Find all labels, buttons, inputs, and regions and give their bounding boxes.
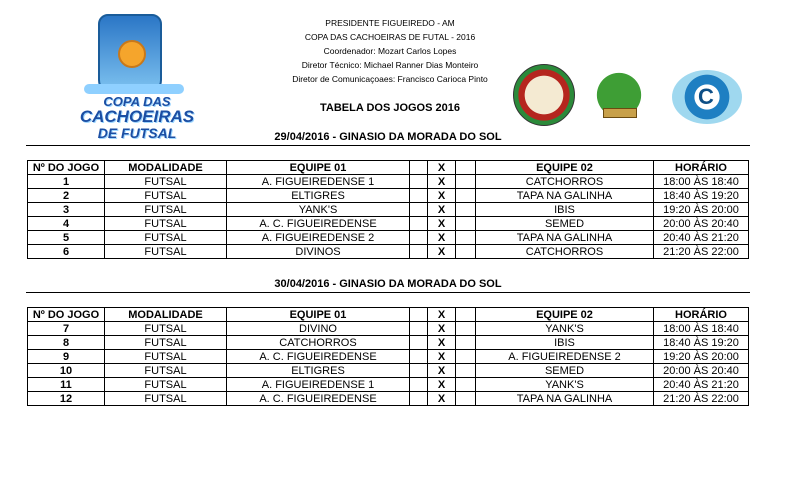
cell-game-number: 9 xyxy=(28,350,105,364)
column-header-team1: EQUIPE 01 xyxy=(227,308,410,322)
cell-time: 19:20 ÀS 20:00 xyxy=(654,203,749,217)
cell-game-number: 8 xyxy=(28,336,105,350)
cell-versus: X xyxy=(428,189,456,203)
cell-team2: TAPA NA GALINHA xyxy=(476,392,654,406)
cell-versus: X xyxy=(428,175,456,189)
cell-spacer-left xyxy=(410,336,428,350)
cell-team1: A. FIGUEIREDENSE 1 xyxy=(227,378,410,392)
cell-time: 20:40 ÀS 21:20 xyxy=(654,231,749,245)
cell-versus: X xyxy=(428,231,456,245)
cell-versus: X xyxy=(428,203,456,217)
column-header-modality: MODALIDADE xyxy=(105,308,227,322)
cell-time: 18:40 ÀS 19:20 xyxy=(654,336,749,350)
cell-spacer-left xyxy=(410,203,428,217)
table-row xyxy=(28,322,749,336)
cell-team2: TAPA NA GALINHA xyxy=(476,189,654,203)
day2-schedule-table xyxy=(27,307,749,406)
cell-team1: ELTIGRES xyxy=(227,364,410,378)
cell-team1: DIVINOS xyxy=(227,245,410,259)
table-row xyxy=(28,245,749,259)
cell-spacer-right xyxy=(456,350,476,364)
cell-team1: A. FIGUEIREDENSE 1 xyxy=(227,175,410,189)
cell-time: 21:20 ÀS 22:00 xyxy=(654,245,749,259)
cell-team1: ELTIGRES xyxy=(227,189,410,203)
column-header-modality: MODALIDADE xyxy=(105,161,227,175)
cell-team1: A. C. FIGUEIREDENSE xyxy=(227,392,410,406)
cell-game-number: 3 xyxy=(28,203,105,217)
table-row xyxy=(28,364,749,378)
document-header xyxy=(250,16,530,86)
logo-text-1: COPA DAS xyxy=(103,94,171,109)
cell-modality: FUTSAL xyxy=(105,350,227,364)
cell-versus: X xyxy=(428,378,456,392)
cell-game-number: 7 xyxy=(28,322,105,336)
column-header-spacer-right xyxy=(456,161,476,175)
cell-spacer-left xyxy=(410,189,428,203)
day1-schedule-table xyxy=(27,160,749,259)
sponsor-logo-3 xyxy=(672,70,742,124)
cell-time: 20:40 ÀS 21:20 xyxy=(654,378,749,392)
cell-game-number: 11 xyxy=(28,378,105,392)
cell-spacer-right xyxy=(456,217,476,231)
table-row xyxy=(28,350,749,364)
cell-spacer-right xyxy=(456,322,476,336)
logo-text-3: DE FUTSAL xyxy=(97,125,177,141)
cell-team2: YANK'S xyxy=(476,378,654,392)
cell-versus: X xyxy=(428,364,456,378)
sponsor-logo-2 xyxy=(588,64,650,126)
column-header-team2: EQUIPE 02 xyxy=(476,308,654,322)
cell-spacer-right xyxy=(456,378,476,392)
cell-team2: SEMED xyxy=(476,217,654,231)
cell-spacer-left xyxy=(410,322,428,336)
cell-game-number: 5 xyxy=(28,231,105,245)
cell-time: 21:20 ÀS 22:00 xyxy=(654,392,749,406)
cell-time: 20:00 ÀS 20:40 xyxy=(654,217,749,231)
cell-game-number: 4 xyxy=(28,217,105,231)
cell-spacer-left xyxy=(410,245,428,259)
cell-spacer-left xyxy=(410,231,428,245)
table-row xyxy=(28,231,749,245)
cell-spacer-right xyxy=(456,175,476,189)
cell-versus: X xyxy=(428,245,456,259)
day2-title: 30/04/2016 - GINASIO DA MORADA DO SOL xyxy=(26,278,750,293)
copa-cachoeiras-logo xyxy=(78,12,196,141)
cell-spacer-right xyxy=(456,189,476,203)
header-line-communications-director: Diretor de Comunicaçoaes: Francisco Carioca Pinto xyxy=(292,74,488,84)
cell-versus: X xyxy=(428,336,456,350)
sponsor-logo-1 xyxy=(513,64,575,126)
cell-modality: FUTSAL xyxy=(105,175,227,189)
table-row xyxy=(28,217,749,231)
cell-modality: FUTSAL xyxy=(105,217,227,231)
waterfall-wave-icon xyxy=(84,84,184,94)
cell-versus: X xyxy=(428,322,456,336)
cell-time: 18:00 ÀS 18:40 xyxy=(654,322,749,336)
column-header-spacer-right xyxy=(456,308,476,322)
cell-modality: FUTSAL xyxy=(105,189,227,203)
cell-spacer-right xyxy=(456,203,476,217)
header-line-technical-director: Diretor Técnico: Michael Ranner Dias Monteiro xyxy=(301,60,479,70)
cell-team2: IBIS xyxy=(476,336,654,350)
cell-spacer-right xyxy=(456,364,476,378)
cell-modality: FUTSAL xyxy=(105,364,227,378)
ball-icon xyxy=(118,40,146,68)
cell-spacer-left xyxy=(410,350,428,364)
cell-modality: FUTSAL xyxy=(105,378,227,392)
cell-time: 20:00 ÀS 20:40 xyxy=(654,364,749,378)
table-row xyxy=(28,189,749,203)
header-line-event: COPA DAS CACHOEIRAS DE FUTAL - 2016 xyxy=(304,32,476,42)
cell-modality: FUTSAL xyxy=(105,203,227,217)
day1-title: 29/04/2016 - GINASIO DA MORADA DO SOL xyxy=(26,131,750,146)
cell-spacer-right xyxy=(456,336,476,350)
cell-time: 18:40 ÀS 19:20 xyxy=(654,189,749,203)
sponsor-logo-3-letter: C xyxy=(698,84,714,109)
cell-team1: A. C. FIGUEIREDENSE xyxy=(227,217,410,231)
cell-modality: FUTSAL xyxy=(105,392,227,406)
cell-modality: FUTSAL xyxy=(105,231,227,245)
cell-team2: IBIS xyxy=(476,203,654,217)
column-header-team2: EQUIPE 02 xyxy=(476,161,654,175)
header-line-coordinator: Coordenador: Mozart Carlos Lopes xyxy=(323,46,457,56)
sponsor-logo-2-banner xyxy=(603,108,637,118)
cell-spacer-right xyxy=(456,392,476,406)
cell-time: 18:00 ÀS 18:40 xyxy=(654,175,749,189)
cell-game-number: 10 xyxy=(28,364,105,378)
column-header-time: HORÁRIO xyxy=(654,161,749,175)
cell-team1: CATCHORROS xyxy=(227,336,410,350)
cell-game-number: 2 xyxy=(28,189,105,203)
cell-spacer-left xyxy=(410,392,428,406)
logo-text-2: CACHOEIRAS xyxy=(79,107,195,126)
cell-team2: A. FIGUEIREDENSE 2 xyxy=(476,350,654,364)
header-line-city: PRESIDENTE FIGUEIREDO - AM xyxy=(325,18,455,28)
cell-game-number: 1 xyxy=(28,175,105,189)
column-header-time: HORÁRIO xyxy=(654,308,749,322)
cell-team2: CATCHORROS xyxy=(476,245,654,259)
table-row xyxy=(28,175,749,189)
cell-spacer-left xyxy=(410,378,428,392)
cell-spacer-left xyxy=(410,175,428,189)
cell-team1: DIVINO xyxy=(227,322,410,336)
cell-time: 19:20 ÀS 20:00 xyxy=(654,350,749,364)
cell-game-number: 6 xyxy=(28,245,105,259)
cell-spacer-right xyxy=(456,245,476,259)
cell-versus: X xyxy=(428,217,456,231)
cell-team2: TAPA NA GALINHA xyxy=(476,231,654,245)
column-header-versus: X xyxy=(428,161,456,175)
column-header-team1: EQUIPE 01 xyxy=(227,161,410,175)
cell-spacer-right xyxy=(456,231,476,245)
cell-spacer-left xyxy=(410,217,428,231)
document-subtitle: TABELA DOS JOGOS 2016 xyxy=(320,102,460,114)
cell-modality: FUTSAL xyxy=(105,245,227,259)
cell-team2: CATCHORROS xyxy=(476,175,654,189)
column-header-game-number: Nº DO JOGO xyxy=(28,161,105,175)
cell-spacer-left xyxy=(410,364,428,378)
cell-versus: X xyxy=(428,350,456,364)
column-header-versus: X xyxy=(428,308,456,322)
cell-team1: A. FIGUEIREDENSE 2 xyxy=(227,231,410,245)
table-header-row xyxy=(28,308,749,322)
cell-team1: YANK'S xyxy=(227,203,410,217)
cell-team2: SEMED xyxy=(476,364,654,378)
cell-versus: X xyxy=(428,392,456,406)
cell-team1: A. C. FIGUEIREDENSE xyxy=(227,350,410,364)
cell-modality: FUTSAL xyxy=(105,336,227,350)
column-header-spacer-left xyxy=(410,161,428,175)
table-row xyxy=(28,392,749,406)
column-header-spacer-left xyxy=(410,308,428,322)
cell-team2: YANK'S xyxy=(476,322,654,336)
column-header-game-number: Nº DO JOGO xyxy=(28,308,105,322)
table-row xyxy=(28,336,749,350)
table-row xyxy=(28,203,749,217)
table-header-row xyxy=(28,161,749,175)
cell-modality: FUTSAL xyxy=(105,322,227,336)
table-row xyxy=(28,378,749,392)
cell-game-number: 12 xyxy=(28,392,105,406)
